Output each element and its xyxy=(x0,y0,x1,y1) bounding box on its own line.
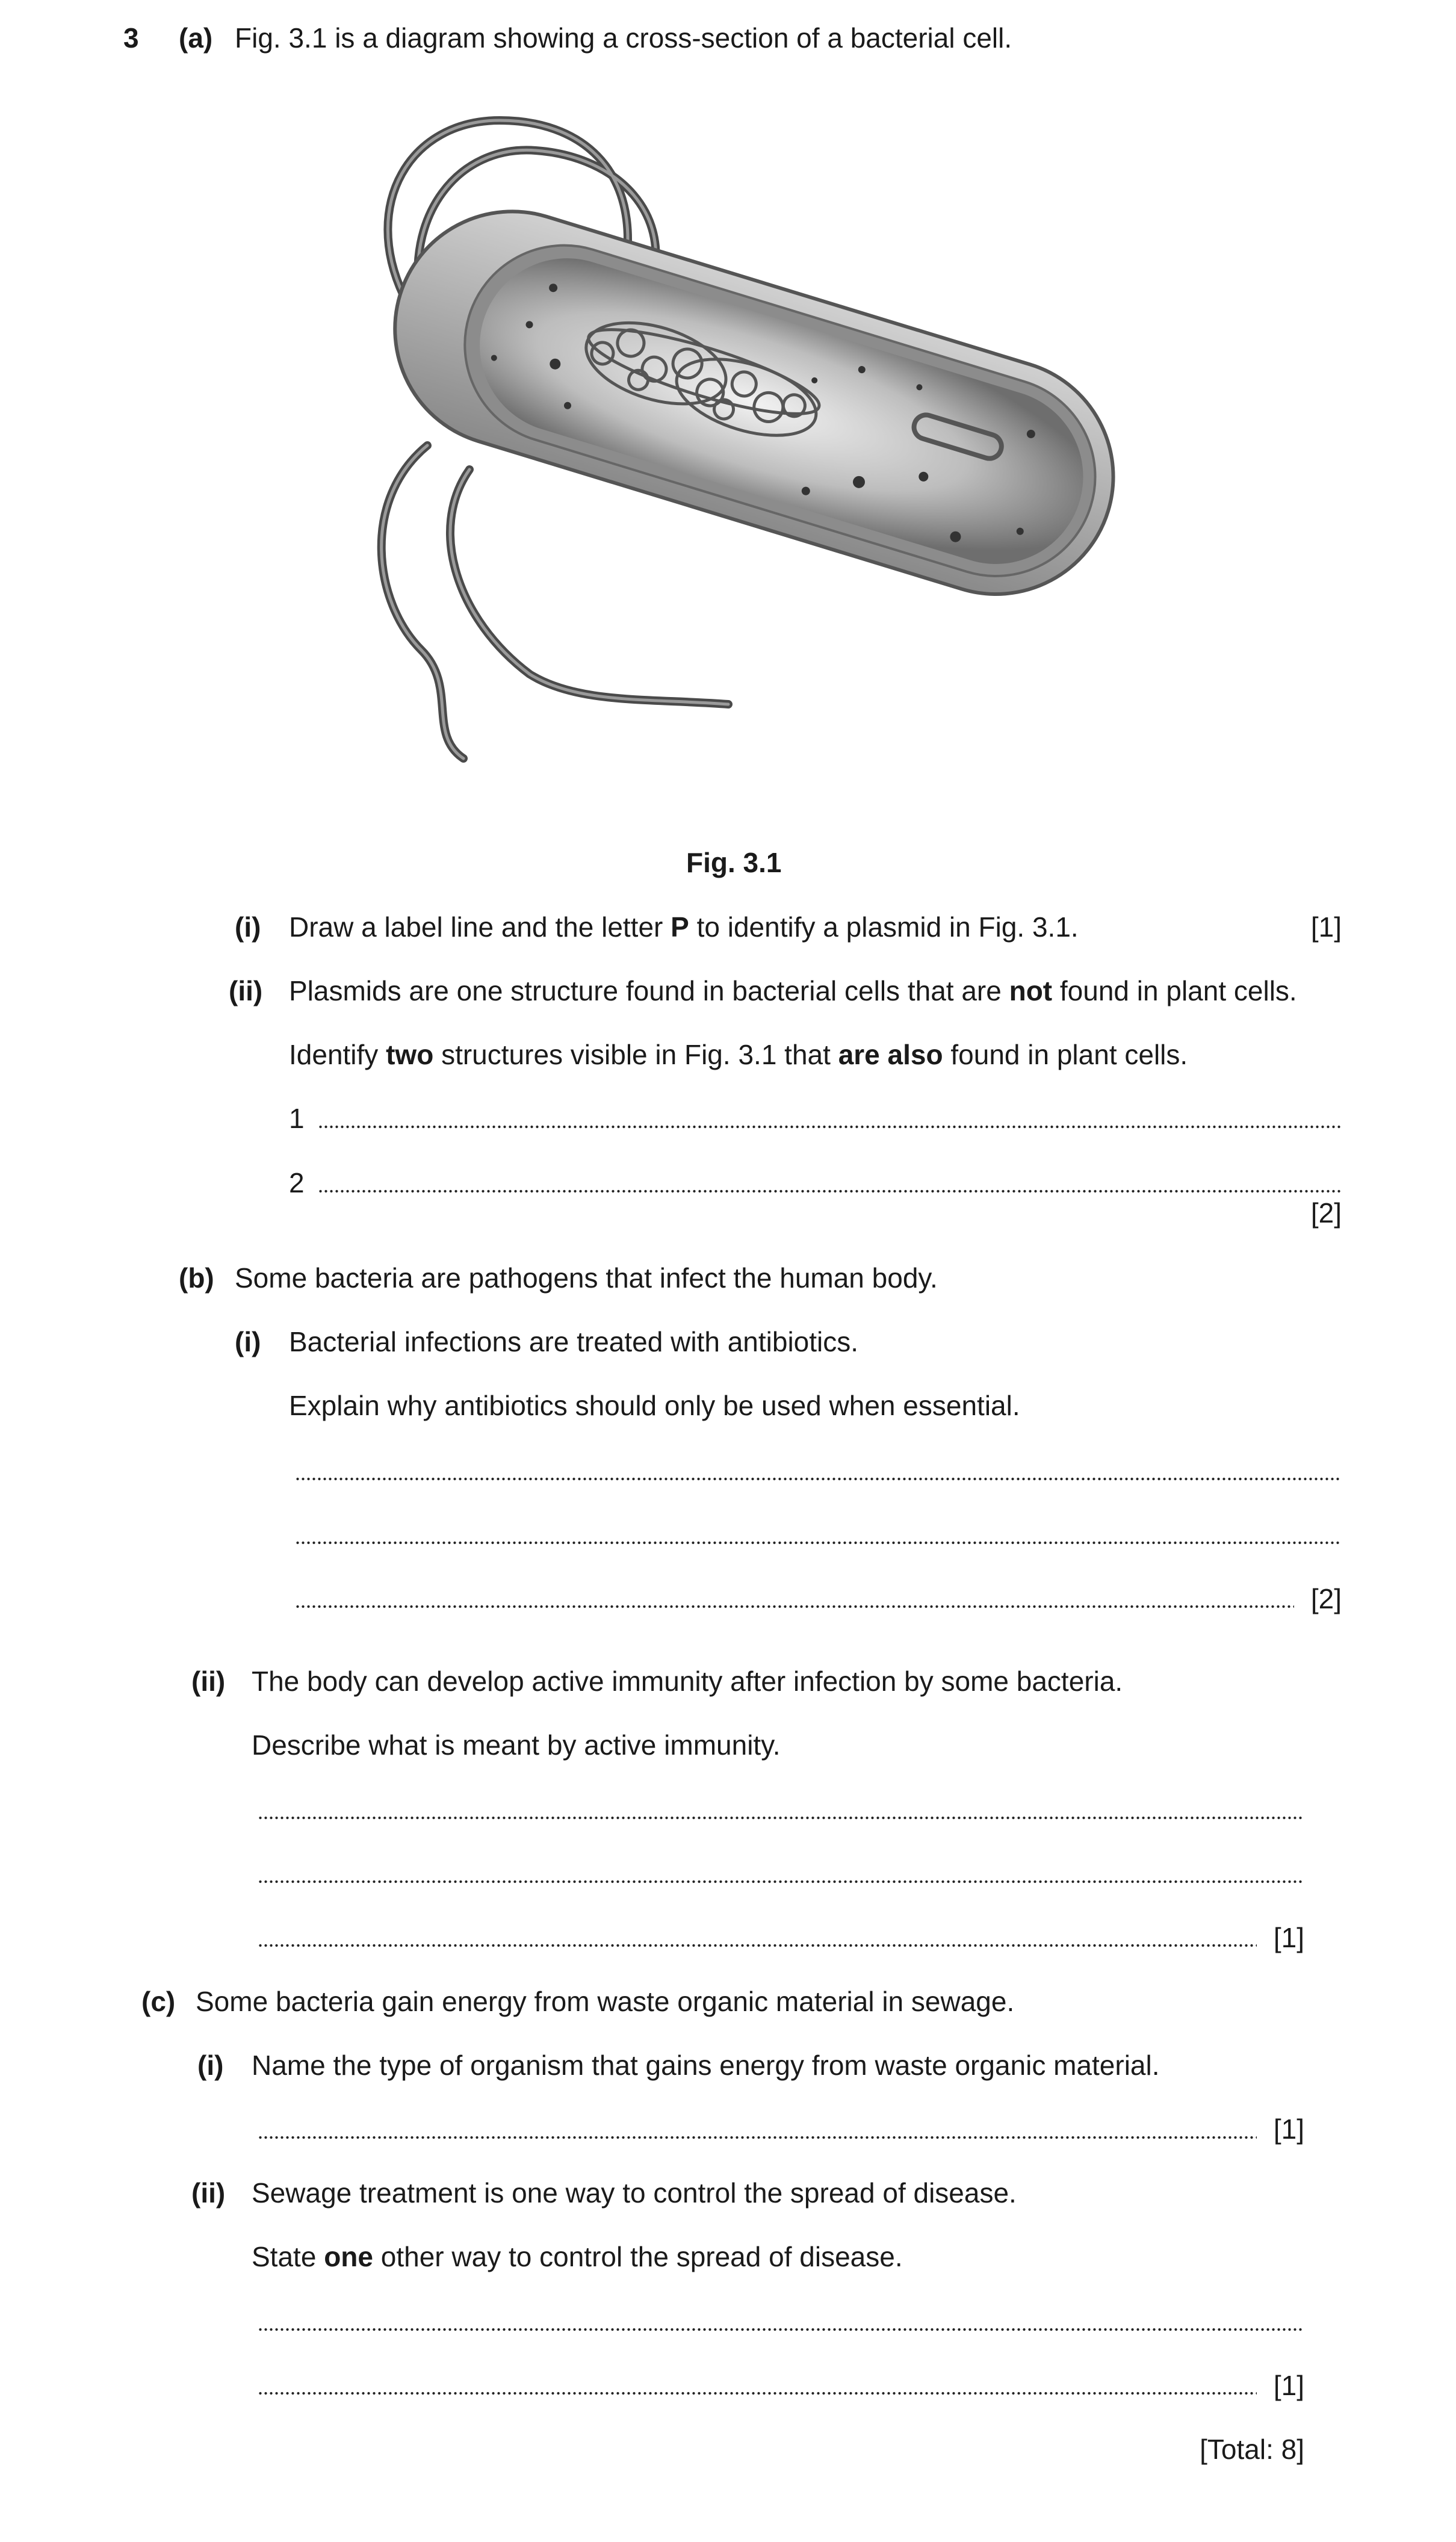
part-c-ii-line1: Sewage treatment is one way to control the spread of disease. xyxy=(252,2177,1017,2209)
answer-1-number: 1 xyxy=(289,1103,305,1134)
answer-line-c-i-1[interactable] xyxy=(258,2135,1257,2140)
answer-line-b-ii-3[interactable] xyxy=(258,1943,1257,1948)
answer-line-b-ii-2[interactable] xyxy=(258,1879,1304,1884)
marks-a-i: [1] xyxy=(1310,911,1342,943)
part-c-i-label: (i) xyxy=(197,2050,224,2081)
answer-line-c-ii-1[interactable] xyxy=(258,2327,1304,2332)
part-b-ii-line2: Describe what is meant by active immunity. xyxy=(252,1729,781,1761)
marks-b-ii: [1] xyxy=(1273,1922,1304,1953)
figure-caption: Fig. 3.1 xyxy=(686,847,782,878)
part-b-intro: Some bacteria are pathogens that infect the human body. xyxy=(235,1262,938,1294)
answer-line-b-i-2[interactable] xyxy=(295,1540,1341,1545)
part-b-label: (b) xyxy=(179,1262,214,1294)
cell-body xyxy=(366,182,1142,624)
marks-c-i: [1] xyxy=(1273,2113,1304,2145)
answer-line-a-ii-1[interactable] xyxy=(318,1124,1341,1129)
marks-b-i: [2] xyxy=(1310,1583,1342,1614)
answer-line-b-ii-1[interactable] xyxy=(258,1815,1304,1820)
part-b-i-line2: Explain why antibiotics should only be used when essential. xyxy=(289,1390,1020,1421)
part-c-intro: Some bacteria gain energy from waste organic material in sewage. xyxy=(196,1986,1015,2017)
part-c-ii-label: (ii) xyxy=(191,2177,226,2209)
part-a-label: (a) xyxy=(179,22,213,54)
marks-a-ii: [2] xyxy=(1310,1197,1342,1229)
answer-line-b-i-1[interactable] xyxy=(295,1477,1341,1481)
part-a-ii-label: (ii) xyxy=(229,975,263,1006)
answer-line-b-i-3[interactable] xyxy=(295,1604,1294,1609)
part-a-ii-line1: Plasmids are one structure found in bacterial cells that are not found in plant cells. xyxy=(289,975,1297,1006)
part-c-ii-line2: State one other way to control the spread of disease. xyxy=(252,2241,903,2272)
part-c-i-line1: Name the type of organism that gains energy from waste organic material. xyxy=(252,2050,1160,2081)
part-a-i-label: (i) xyxy=(235,911,261,943)
part-c-label: (c) xyxy=(141,1986,176,2017)
part-a-ii-line2: Identify two structures visible in Fig. 3.1 that are also found in plant cells. xyxy=(289,1039,1188,1070)
part-a-i-text: Draw a label line and the letter P to identify a plasmid in Fig. 3.1. xyxy=(289,911,1079,943)
answer-line-a-ii-2[interactable] xyxy=(318,1189,1341,1194)
part-b-i-line1: Bacterial infections are treated with antibiotics. xyxy=(289,1326,859,1357)
answer-2-number: 2 xyxy=(289,1167,305,1198)
question-number: 3 xyxy=(123,22,139,54)
bacterial-cell-figure xyxy=(337,108,1168,801)
part-b-ii-line1: The body can develop active immunity after infection by some bacteria. xyxy=(252,1666,1123,1697)
marks-c-ii: [1] xyxy=(1273,2370,1304,2401)
part-b-ii-label: (ii) xyxy=(191,1666,226,1697)
part-b-i-label: (i) xyxy=(235,1326,261,1357)
answer-line-c-ii-2[interactable] xyxy=(258,2391,1257,2396)
part-a-intro: Fig. 3.1 is a diagram showing a cross-section of a bacterial cell. xyxy=(235,22,1012,54)
total-marks: [Total: 8] xyxy=(1200,2434,1304,2465)
